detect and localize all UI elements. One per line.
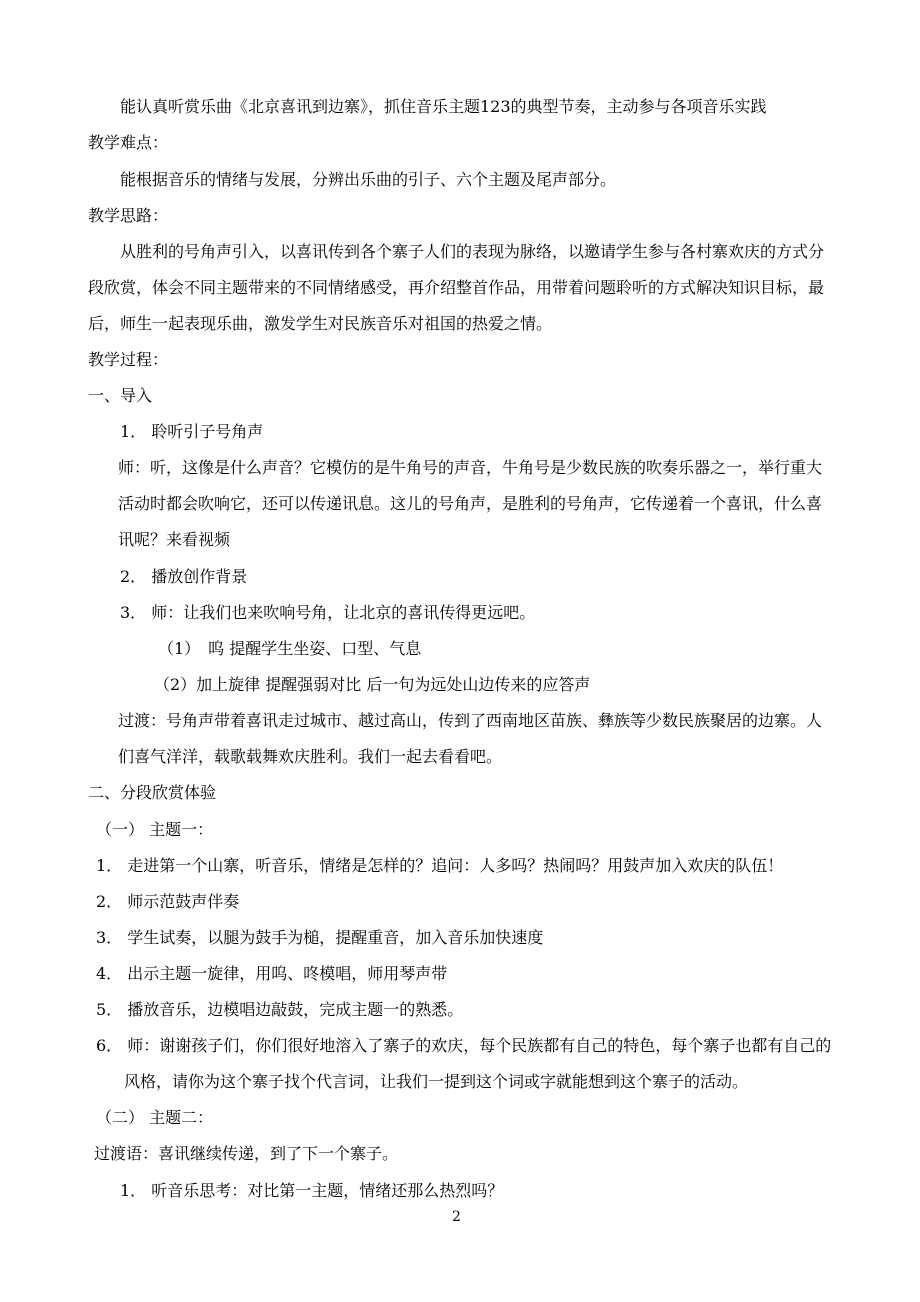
section-heading: 一、导入: [88, 386, 153, 405]
page-number: 2: [452, 1209, 461, 1225]
text-line: 能认真听赏乐曲《北京喜讯到边寨》，抓住音乐主题123的典型节奏，主动参与各项音乐实践: [120, 97, 767, 116]
text-line: 师：听，这像是什么声音？它模仿的是牛角号的声音，牛角号是少数民族的吹奏乐器之一，举行重大: [118, 458, 823, 477]
list-item: 6． 师：谢谢孩子们，你们很好地溶入了寨子的欢庆，每个民族都有自己的特色，每个寨子也都有自己的: [96, 1036, 832, 1055]
list-item: 3． 学生试奏，以腿为鼓手为槌，提醒重音，加入音乐加快速度: [96, 928, 544, 947]
text-line: 从胜利的号角声引入，以喜讯传到各个寨子人们的表现为脉络，以邀请学生参与各村寨欢庆的方式分: [120, 242, 825, 261]
text-line: 们喜气洋洋，载歌载舞欢庆胜利。我们一起去看看吧。: [118, 747, 503, 766]
section-heading: 教学难点：: [88, 133, 169, 152]
list-item: （2）加上旋律 提醒强弱对比 后一句为远处山边传来的应答声: [154, 675, 591, 694]
text-line: 风格，请你为这个寨子找个代言词，让我们一提到这个词或字就能想到这个寨子的活动。: [124, 1072, 749, 1091]
list-item: 1． 聆听引子号角声: [120, 422, 264, 441]
text-line: 能根据音乐的情绪与发展，分辨出乐曲的引子、六个主题及尾声部分。: [120, 170, 617, 189]
text-line: 后，师生一起表现乐曲，激发学生对民族音乐对祖国的热爱之情。: [88, 314, 553, 333]
text-line: 过渡：号角声带着喜讯走过城市、越过高山，传到了西南地区苗族、彝族等少数民族聚居的边寨。人: [118, 711, 823, 730]
section-heading: 教学过程：: [88, 350, 169, 369]
text-line: 过渡语：喜讯继续传递，到了下一个寨子。: [94, 1144, 399, 1163]
subsection-heading: （二） 主题二：: [96, 1108, 214, 1127]
list-item: 2． 播放创作背景: [120, 567, 248, 586]
list-item: （1） 呜 提醒学生坐姿、口型、气息: [158, 639, 422, 658]
section-heading: 二、分段欣赏体验: [88, 783, 217, 802]
subsection-heading: （一） 主题一：: [96, 820, 214, 839]
text-line: 活动时都会吹响它，还可以传递讯息。这儿的号角声，是胜利的号角声，它传递着一个喜讯，什么喜: [118, 494, 823, 513]
list-item: 2． 师示范鼓声伴奏: [96, 892, 240, 911]
text-line: 段欣赏，体会不同主题带来的不同情绪感受，再介绍整首作品，用带着问题聆听的方式解决知识目标，最: [88, 278, 825, 297]
list-item: 5． 播放音乐，边模唱边敲鼓，完成主题一的熟悉。: [96, 1000, 464, 1019]
list-item: 4． 出示主题一旋律，用呜、咚模唱，师用琴声带: [96, 964, 448, 983]
text-line: 讯呢？来看视频: [118, 530, 231, 549]
section-heading: 教学思路：: [88, 206, 169, 225]
list-item: 3． 师：让我们也来吹响号角，让北京的喜讯传得更远吧。: [120, 603, 536, 622]
list-item: 1． 听音乐思考：对比第一主题，情绪还那么热烈吗？: [120, 1181, 504, 1200]
list-item: 1． 走进第一个山寨，听音乐，情绪是怎样的？追问：人多吗？热闹吗？用鼓声加入欢庆的队伍！: [96, 856, 784, 875]
